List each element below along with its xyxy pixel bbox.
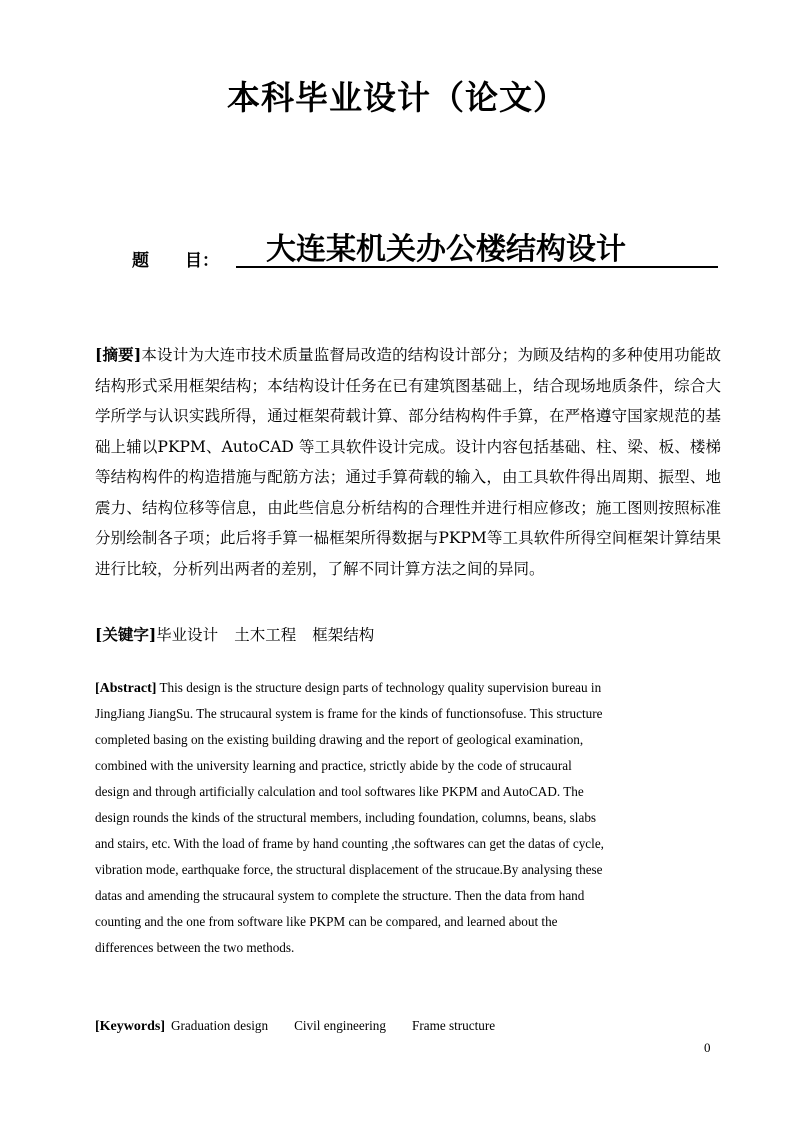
page-title: 本科毕业设计（论文） [227,78,567,117]
abstract-en-line: design and through artificially calculation and tool softwares like PKPM and AutoCAD. The [95,784,584,799]
abstract-cn-tag: [摘要] [95,345,142,364]
abstract-en-line: design rounds the kinds of the structural members, including foundation, columns, beans, slabs [95,810,597,825]
keywords-cn [95,620,721,650]
abstract-en-line [95,675,721,701]
abstract-en-line: datas and amending the strucaural system to complete the structure. Then the data from hand [95,888,585,903]
abstract-en-line-text: This design is the structure design parts of technology quality supervision bureau in [159,680,602,695]
abstract-en-tag: [Abstract] [95,681,157,696]
topic-value: 大连某机关办公楼结构设计 [236,232,718,268]
abstract-en-line: and stairs, etc. With the load of frame by hand counting ,the softwares can get the datas of cycle, [95,836,604,851]
abstract-en-line: differences between the two methods. [95,940,295,955]
abstract-en-line: counting and the one from software like PKPM can be compared, and learned about the [95,914,558,929]
topic-label [132,246,219,271]
abstract-cn [95,340,721,584]
keyword-cn-term: 毕业设计 [156,626,219,644]
keyword-cn-term: 框架结构 [312,626,375,644]
keyword-cn-term: 土木工程 [234,626,297,644]
topic-row [132,232,722,278]
abstract-en-line: JingJiang JiangSu. The strucaural system is frame for the kinds of functionsofuse. This structure [95,706,603,721]
abstract-en-line: completed basing on the existing building drawing and the report of geological examination, [95,732,584,747]
abstract-en [95,675,721,961]
keywords-cn-tag: [关键字] [95,625,157,644]
topic-label-char-1: 题 [132,251,149,271]
page-number: 0 [704,1040,711,1055]
topic-label-char-2: 目： [185,251,219,271]
abstract-en-line: vibration mode, earthquake force, the structural displacement of the strucaue.By analysing these [95,862,603,877]
keywords-en-tag: [Keywords] [95,1019,165,1034]
keyword-en-term: Graduation design [171,1018,269,1033]
keyword-en-term: Frame structure [412,1018,496,1033]
abstract-en-line: combined with the university learning and practice, strictly abide by the code of strucaural [95,758,572,773]
abstract-cn-text: 本设计为大连市技术质量监督局改造的结构设计部分；为顾及结构的多种使用功能故结构形式采用框架结构；本结构设计任务在已有建筑图基础上，结合现场地质条件，综合大学所学与认识实践所得，通过框架荷载计算、部分结构构件手算，在严格遵守国家规范的基础上辅以PKPM、AutoCAD 等工具软件设计完成。设计内容包括基础、柱、梁、板、楼梯等结构构件的构造措施与配筋方法；通过手算荷载的输入，由工具软件得出周期、振型、地震力、结构位移等信息，由此些信息分析结构的合理性并进行相应修改；施工图则按照标准分别绘制各子项；此后将手算一榀框架所得数据与PKPM等工具软件所得空间框架计算结果进行比较，分析列出两者的差别，了解不同计算方法之间的异同。 [95,346,721,578]
keywords-en [95,1013,721,1040]
keyword-en-term: Civil engineering [294,1018,386,1033]
